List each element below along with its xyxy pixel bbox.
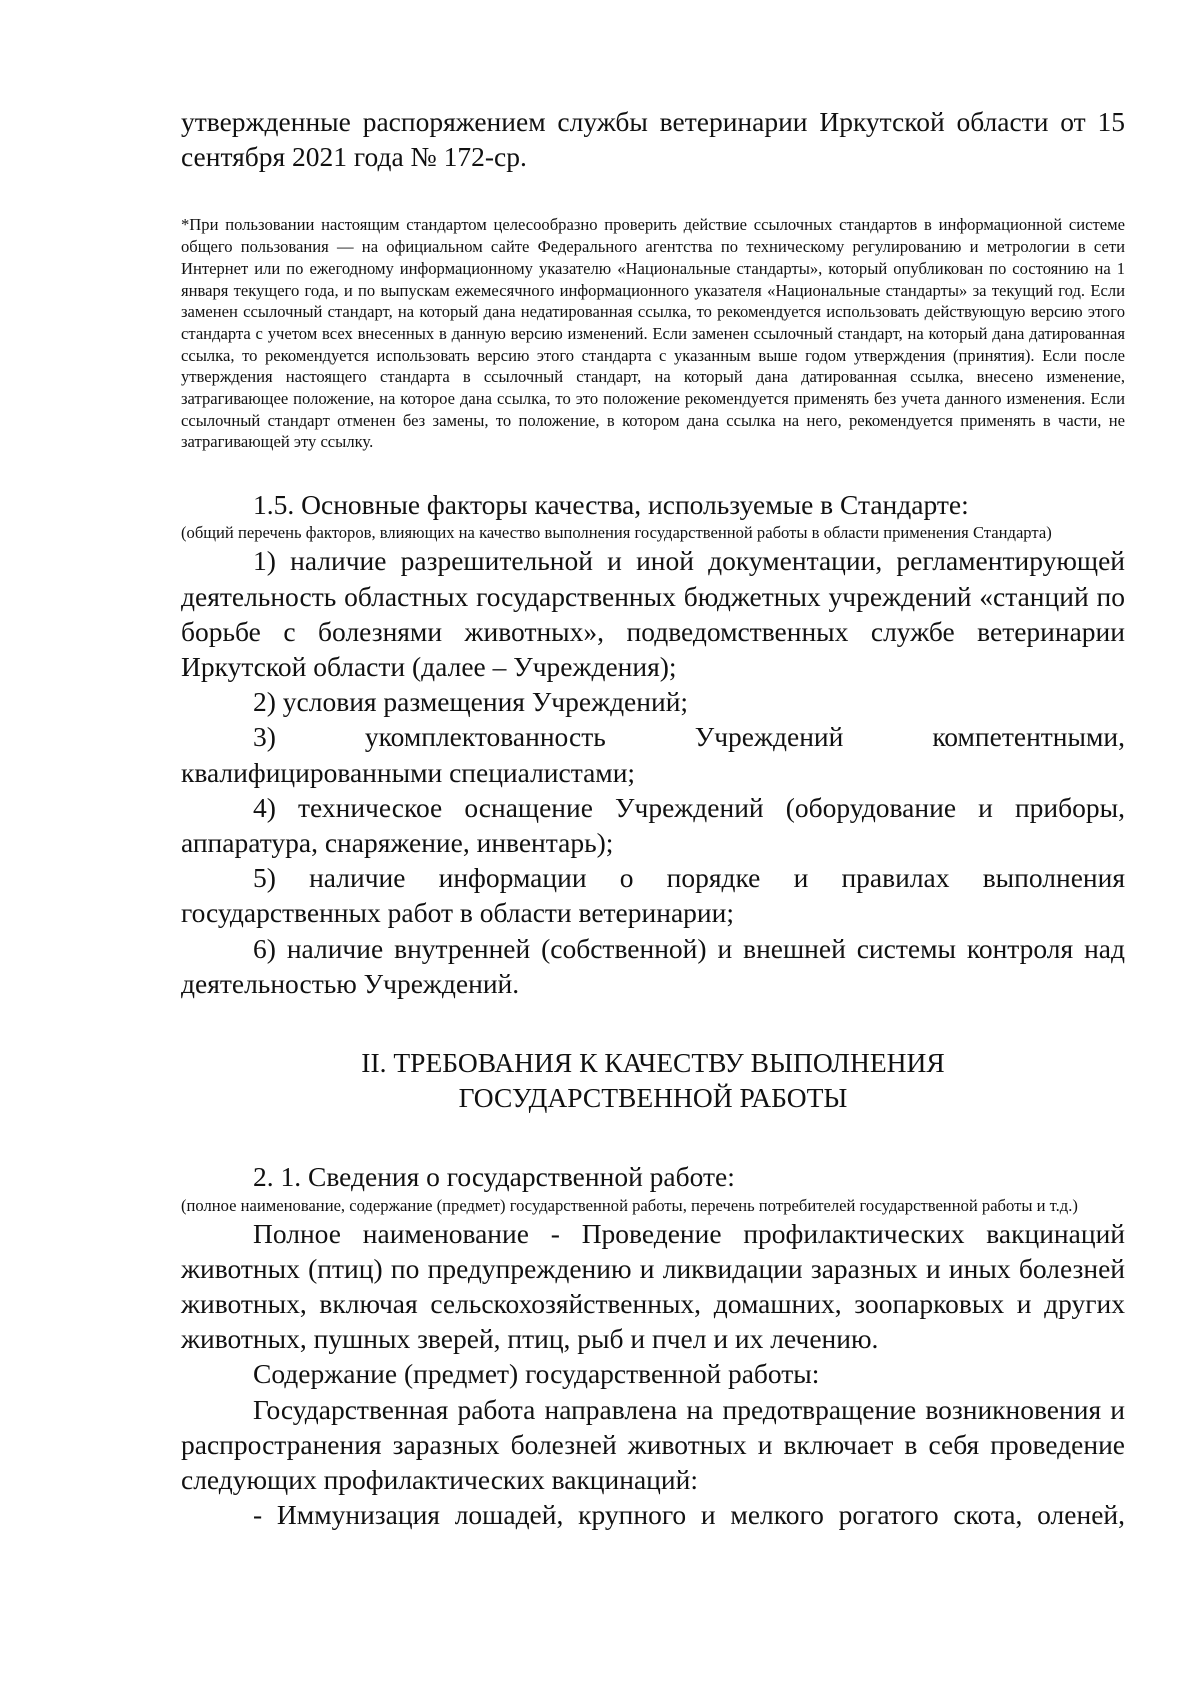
- immunization-item: - Иммунизация лошадей, крупного и мелкого рогатого скота, оленей,: [253, 1499, 1125, 1531]
- work-subject-label: Содержание (предмет) государственной работы:: [253, 1358, 820, 1390]
- section-2-1-title: 2. 1. Сведения о государственной работе:: [253, 1161, 735, 1193]
- work-subject-text: Государственная работа направлена на предотвращение возникновения и распространения заразных болезней животных и включает в себя проведение следующих профилактических вакцинаций:: [181, 1393, 1125, 1496]
- quality-factor-item: 4) техническое оснащение Учреждений (оборудование и приборы, аппаратура, снаряжение, инвентарь);: [181, 791, 1125, 858]
- section-2-heading-line2: ГОСУДАРСТВЕННОЙ РАБОТЫ: [458, 1082, 848, 1114]
- quality-factor-item: 2) условия размещения Учреждений;: [253, 686, 689, 718]
- work-full-name: Полное наименование - Проведение профилактических вакцинаций животных (птиц) по предупреждению и ликвидации заразных и иных болезней животных, включая сельскохозяйственных, домашних, зоопарковых и других животных, пушных зверей, птиц, рыб и пчел и их лечению.: [181, 1217, 1125, 1355]
- section-2-heading: [181, 1045, 1125, 1115]
- page-content: [181, 104, 1125, 1532]
- footnote-paragraph: *При пользовании настоящим стандартом целесообразно проверить действие ссылочных стандартов в информационной системе общего пользования — на официальном сайте Федерального агентства по техническому регулированию и метрологии в сети Интернет или по ежегодному информационному указателю «Национальные стандарты», который опубликован по состоянию на 1 января текущего года, и по выпускам ежемесячного информационного указателя «Национальные стандарты» за текущий год. Если заменен ссылочный стандарт, на который дана недатированная ссылка, то рекомендуется использовать действующую версию этого стандарта с учетом всех внесенных в данную версию изменений. Если заменен ссылочный стандарт, на который дана датированная ссылка, то рекомендуется использовать версию этого стандарта с указанным выше годом утверждения (принятия). Если после утверждения настоящего стандарта в ссылочный стандарт, на который дана датированная ссылка, внесено изменение, затрагивающее положение, на которое дана ссылка, то это положение рекомендуется применять без учета данного изменения. Если ссылочный стандарт отменен без замены, то положение, в котором дана ссылка на него, рекомендуется применять в части, не затрагивающей эту ссылку.: [181, 215, 1125, 452]
- quality-factor-item: 3) укомплектованность Учреждений компетентными, квалифицированными специалистами;: [181, 721, 1125, 788]
- quality-factor-item: 5) наличие информации о порядке и правилах выполнения государственных работ в области ветеринарии;: [181, 862, 1125, 929]
- section-1-5-title: 1.5. Основные факторы качества, используемые в Стандарте:: [253, 489, 969, 521]
- quality-factor-item: 1) наличие разрешительной и иной документации, регламентирующей деятельность областных государственных бюджетных учреждений «станций по борьбе с болезнями животных», подведомственных службе ветеринарии Иркутской области (далее – Учреждения);: [181, 545, 1125, 682]
- intro-paragraph: утвержденные распоряжением службы ветеринарии Иркутской области от 15 сентября 2021 года № 172-ср.: [181, 106, 1125, 173]
- quality-factor-item: 6) наличие внутренней (собственной) и внешней системы контроля над деятельностью Учреждений.: [181, 932, 1125, 999]
- section-1-5-hint: (общий перечень факторов, влияющих на качество выполнения государственной работы в области применения Стандарта): [181, 523, 1052, 543]
- section-2-1-hint: (полное наименование, содержание (предмет) государственной работы, перечень потребителей государственной работы и т.д.): [181, 1195, 1078, 1215]
- section-2-heading-line1: II. ТРЕБОВАНИЯ К КАЧЕСТВУ ВЫПОЛНЕНИЯ: [361, 1046, 945, 1078]
